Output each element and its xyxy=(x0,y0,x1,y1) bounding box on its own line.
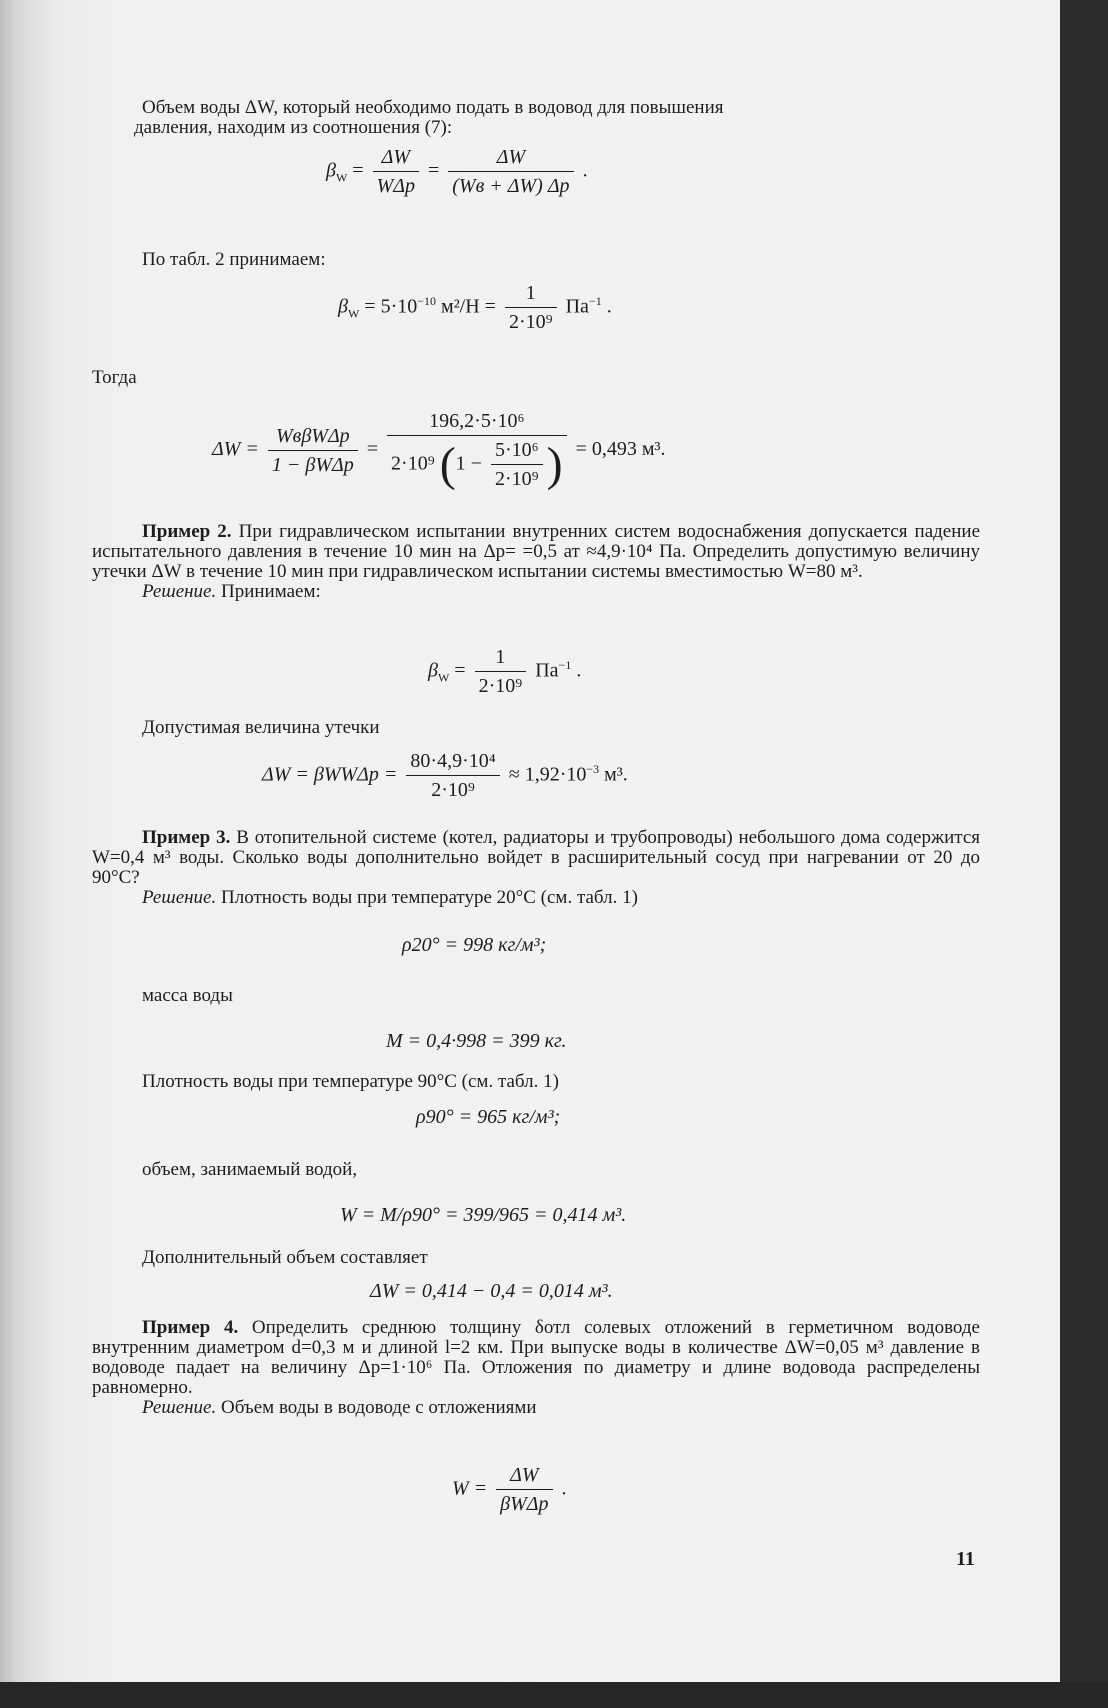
f5-exp: −3 xyxy=(586,761,600,776)
additional-volume-text: Дополнительный объем составляет xyxy=(142,1247,428,1268)
intro-line-1: Объем воды ΔW, который необходимо подать в водовод для повышения xyxy=(142,97,724,118)
f5-approx: ≈ 1,92·10 xyxy=(503,763,587,786)
f2-end: . xyxy=(601,295,612,318)
f4-unit: Па xyxy=(530,659,559,682)
ex4-solution-label: Решение. xyxy=(142,1397,217,1418)
formula-rho-90: ρ90° = 965 кг/м³; xyxy=(416,1106,561,1128)
example-4 xyxy=(92,1318,980,1418)
intro-paragraph xyxy=(134,97,980,138)
water-mass-text: масса воды xyxy=(142,985,233,1006)
f1-den2: (Wв + ΔW) Δp xyxy=(448,171,573,198)
example-2 xyxy=(92,522,980,602)
f4-eq: = xyxy=(449,659,471,682)
f4-num: 1 xyxy=(495,646,506,668)
formula-delta-w: ΔW = $\frac{\text{WвβWΔp}}{\text{1 − βWΔp}}$ = 196,2·5·10⁶ 2·10⁹ (1 − $\frac{\text{5·10⁶}}{\text{2·10⁹}}$ ) = 0,493 м³. xyxy=(212,410,666,491)
f5-lhs: ΔW = βWWΔp = xyxy=(262,763,398,786)
f3-result: = 0,493 м³. xyxy=(575,438,666,461)
volume-occupied-text: объем, занимаемый водой, xyxy=(142,1159,358,1180)
page-number: 11 xyxy=(956,1548,975,1570)
f4-end: . xyxy=(571,659,582,682)
f3-den-pre: 2·10⁹ xyxy=(391,452,435,475)
f2-exp: −10 xyxy=(417,293,437,308)
formula-beta-value xyxy=(338,282,612,334)
ex4-text: Определить среднюю толщину δотл солевых отложений в герметичном водоводе внутренним диаметром d=0,3 м и длиной l=2 км. При выпуске воды в количестве ΔW=0,05 м³ давление в водоводе падает на величину Δp=1·10⁶ Па. Отложения по диаметру и длине водовода распределены равномерно. xyxy=(92,1317,980,1398)
then-text: Тогда xyxy=(92,367,137,388)
f2-unit: м²/Н = xyxy=(436,295,501,318)
formula-mass: M = 0,4·998 = 399 кг. xyxy=(386,1030,567,1052)
f1-end: . xyxy=(582,159,588,182)
f4-den: 2·10⁹ xyxy=(475,671,527,698)
ex2-solution-label: Решение. xyxy=(142,581,217,602)
f11-num: ΔW xyxy=(510,1464,539,1486)
f5-num: 80·4,9·10⁴ xyxy=(410,750,496,772)
f3-lhs: ΔW = xyxy=(212,438,259,461)
f1-lhs: β xyxy=(326,159,336,182)
f11-den: βWΔp xyxy=(496,1489,552,1516)
intro-line-2: давления, находим из соотношения (7): xyxy=(134,117,453,138)
scan-border-right xyxy=(1060,0,1108,1708)
f2-den: 2·10⁹ xyxy=(505,307,557,334)
f3-num2: 196,2·5·10⁶ xyxy=(429,410,525,432)
ex4-label: Пример 4. xyxy=(142,1317,239,1338)
f2-num: 1 xyxy=(525,282,536,304)
ex4-solution: Объем воды в водоводе с отложениями xyxy=(221,1397,537,1418)
f3-eq: = xyxy=(366,438,379,461)
example-3 xyxy=(92,828,980,908)
ex3-text: В отопительной системе (котел, радиаторы и трубопроводы) небольшого дома содержится W=0,4 м³ воды. Сколько воды дополнительно войдет в расширительный сосуд при нагревании от 20 до 90°С? xyxy=(92,827,980,888)
f2-rest: = 5·10 xyxy=(359,295,418,318)
f4-sub: W xyxy=(437,670,450,685)
f5-unit: м³. xyxy=(599,763,628,786)
formula-leak xyxy=(262,750,628,802)
f2-exp2: −1 xyxy=(588,293,602,308)
ex2-text: При гидравлическом испытании внутренних систем водоснабжения допускается падение испытательного давления в течение 10 мин на Δp= =0,5 ат ≈4,9·10⁴ Па. Определить допустимую величину утечки ΔW в течение 10 мин при гидравлическом испытании системы вместимостью W=80 м³. xyxy=(92,521,980,582)
ex2-solution: Принимаем: xyxy=(221,581,321,602)
ex3-solution-label: Решение. xyxy=(142,887,217,908)
ex3-solution: Плотность воды при температуре 20°С (см. табл. 1) xyxy=(221,887,638,908)
f3-inner-num: 5·10⁶ xyxy=(494,439,539,461)
table-ref-text: По табл. 2 принимаем: xyxy=(142,249,326,270)
f1-eq: = xyxy=(352,159,364,182)
f3-inner-den: 2·10⁹ xyxy=(491,464,543,491)
f3-num1: WвβWΔp xyxy=(275,424,350,447)
f11-lhs: W = xyxy=(452,1477,488,1500)
allowable-leak-text: Допустимая величина утечки xyxy=(142,717,380,738)
f2-unit2: Па xyxy=(560,295,589,318)
scan-border-bottom xyxy=(0,1682,1108,1708)
f1-num2: ΔW xyxy=(496,146,526,168)
f1-num1: ΔW xyxy=(381,146,410,168)
f2-beta: β xyxy=(338,295,348,318)
formula-beta-accept xyxy=(428,646,581,698)
formula-additional: ΔW = 0,414 − 0,4 = 0,014 м³. xyxy=(370,1280,613,1302)
f4-exp: −1 xyxy=(558,657,572,672)
ex3-label: Пример 3. xyxy=(142,827,231,848)
formula-w-deposits xyxy=(452,1464,567,1516)
f1-lhs-sub: W xyxy=(335,170,348,185)
density-90-text: Плотность воды при температуре 90°С (см. табл. 1) xyxy=(142,1071,559,1092)
f3-den1: 1 − βWΔp xyxy=(268,450,358,477)
formula-volume: W = M/ρ90° = 399/965 = 0,414 м³. xyxy=(340,1204,627,1226)
f1-den1: WΔp xyxy=(373,171,419,198)
f5-den: 2·10⁹ xyxy=(406,775,499,802)
formula-rho-20: ρ20° = 998 кг/м³; xyxy=(402,934,547,956)
formula-beta-definition: $\beta_W$ = $\frac{\Delta W}{\text{WΔp}}$ = $\frac{\Delta W}{(Wв + \Delta W) \Delta p}$ . xyxy=(326,146,588,197)
f4-lhs: β xyxy=(428,659,438,682)
f11-end: . xyxy=(556,1477,567,1500)
ex2-label: Пример 2. xyxy=(142,521,232,542)
f2-sub: W xyxy=(347,306,360,321)
